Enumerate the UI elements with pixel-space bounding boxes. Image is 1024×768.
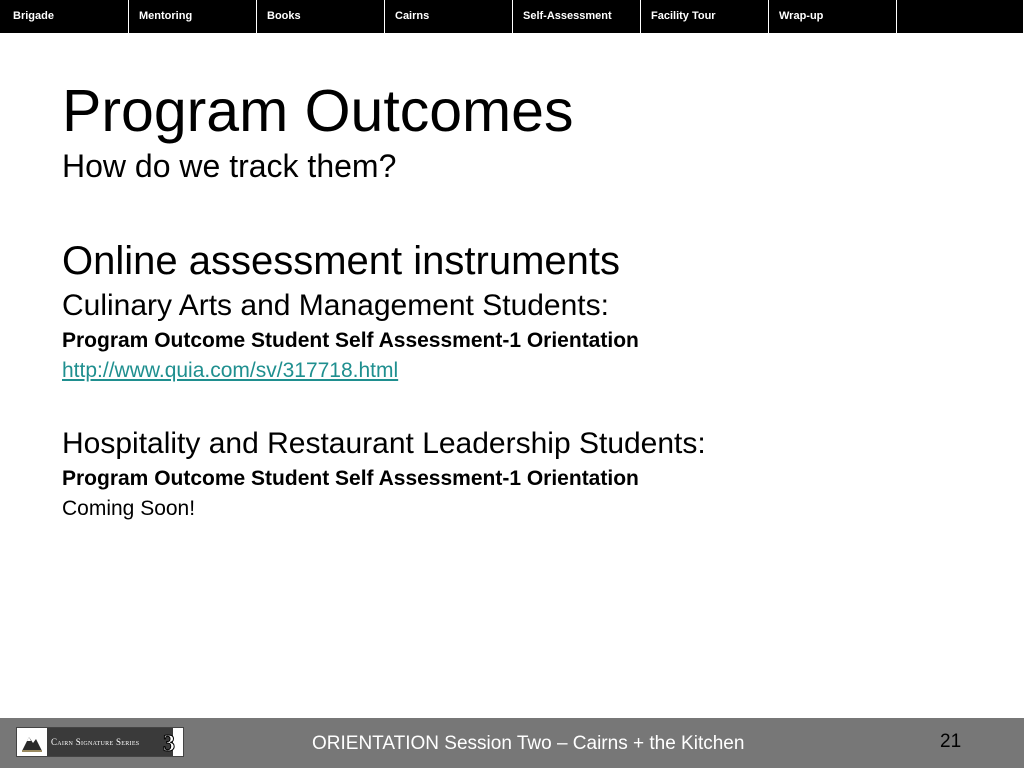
tab-books[interactable]: Books	[256, 0, 384, 33]
cairn-signature-series-logo	[16, 727, 184, 757]
svg-text:3: 3	[163, 731, 175, 755]
mountain-icon	[21, 731, 43, 753]
logo-wordmark: Cairn Signature Series	[47, 728, 173, 756]
footer-bar	[0, 718, 1024, 768]
logo-number-three-icon	[159, 729, 181, 755]
coming-soon-text: Coming Soon!	[62, 497, 196, 520]
slide-page-number: 21	[940, 731, 962, 752]
tab-cairns[interactable]: Cairns	[384, 0, 512, 33]
culinary-group-heading: Culinary Arts and Management Students:	[62, 289, 609, 322]
footer-session-title: ORIENTATION Session Two – Cairns + the Kitchen	[312, 733, 745, 754]
tab-wrap-up[interactable]: Wrap-up	[768, 0, 896, 33]
page-title: Program Outcomes	[62, 78, 574, 144]
hospitality-instrument-name: Program Outcome Student Self Assessment-1 Orientation	[62, 467, 639, 490]
assessment-link[interactable]: http://www.quia.com/sv/317718.html	[62, 359, 399, 382]
slide-content	[62, 78, 962, 524]
top-navigation-bar	[0, 0, 1024, 33]
page-subtitle: How do we track them?	[62, 148, 397, 184]
tab-brigade[interactable]: Brigade	[0, 0, 128, 33]
tab-mentoring[interactable]: Mentoring	[128, 0, 256, 33]
hospitality-group-heading: Hospitality and Restaurant Leadership Students:	[62, 427, 706, 460]
tab-facility-tour[interactable]: Facility Tour	[640, 0, 768, 33]
tab-self-assessment[interactable]: Self-Assessment	[512, 0, 640, 33]
section-heading: Online assessment instruments	[62, 239, 621, 283]
tab-empty[interactable]	[896, 0, 1024, 33]
culinary-instrument-name: Program Outcome Student Self Assessment-1 Orientation	[62, 329, 639, 352]
